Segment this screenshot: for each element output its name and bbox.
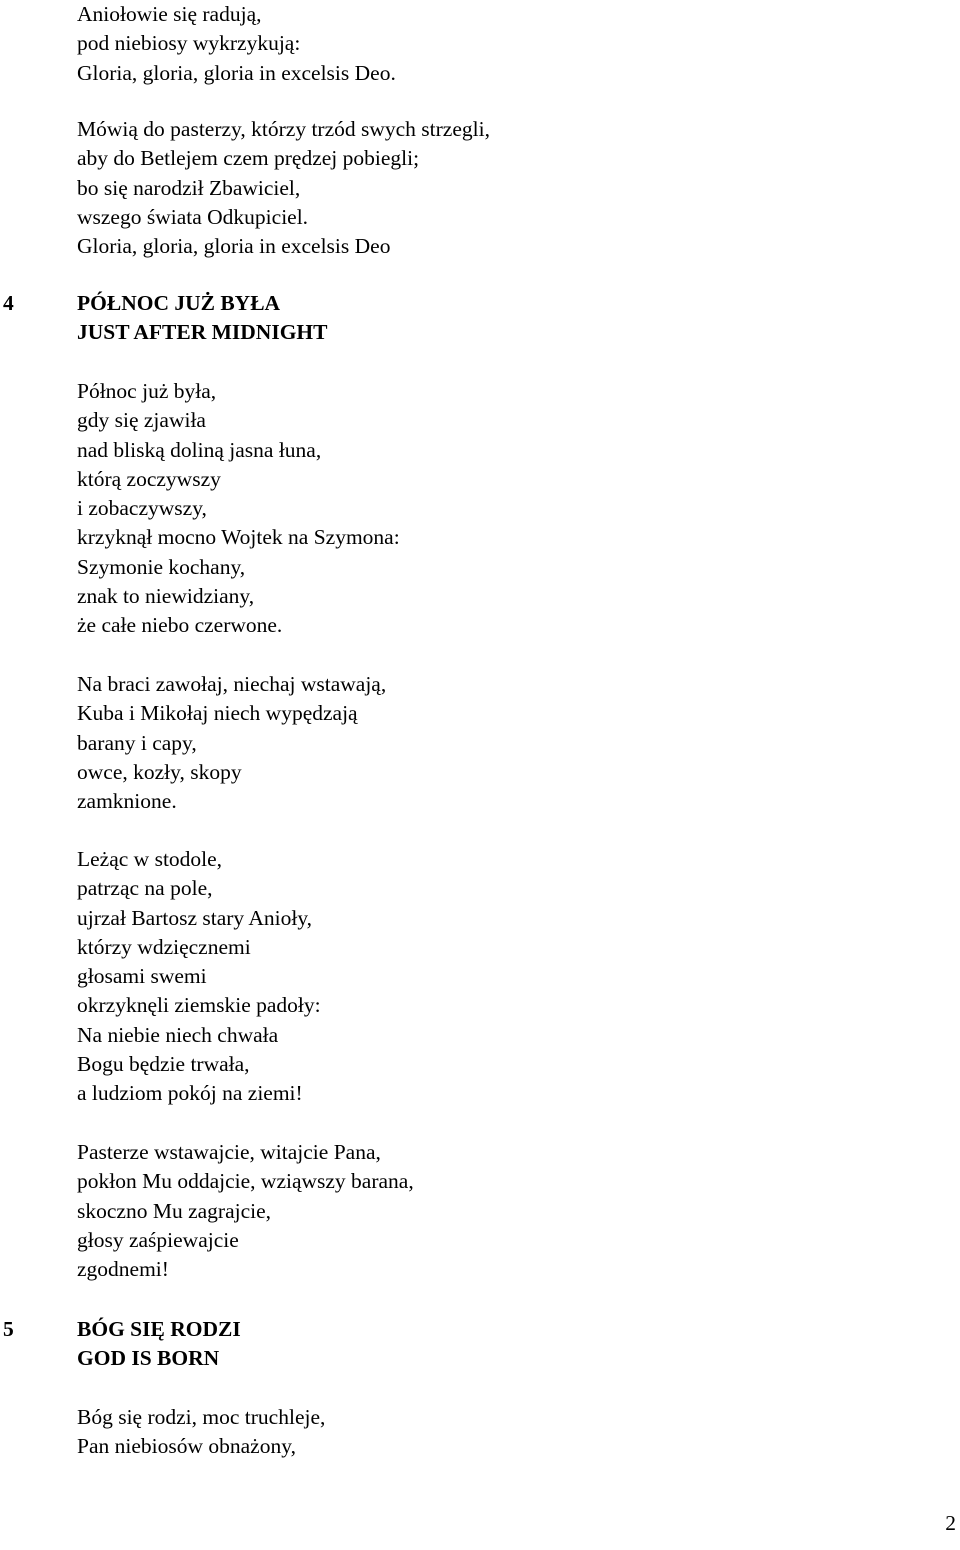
- verse-line: zgodnemi!: [77, 1257, 169, 1282]
- song-4-stanza-1: [77, 377, 400, 641]
- stanza-continuation-2: [77, 115, 490, 261]
- song-4-stanza-2: [77, 670, 386, 816]
- verse-line: Gloria, gloria, gloria in excelsis Deo: [77, 234, 391, 259]
- verse-line: barany i capy,: [77, 730, 197, 755]
- verse-line: Bogu będzie trwała,: [77, 1052, 250, 1077]
- verse-line: Pan niebiosów obnażony,: [77, 1434, 296, 1459]
- verse-line: nad bliską doliną jasna łuna,: [77, 437, 322, 462]
- verse-line: Aniołowie się radują,: [77, 2, 262, 26]
- verse-line: że całe niebo czerwone.: [77, 613, 283, 638]
- verse-line: Szymonie kochany,: [77, 554, 246, 579]
- song-titles: [77, 1315, 241, 1374]
- song-number: 5: [3, 1317, 14, 1341]
- verse-line: aby do Betlejem czem prędzej pobiegli;: [77, 146, 420, 171]
- verse-line: Bóg się rodzi, moc truchleje,: [77, 1405, 326, 1429]
- stanza-continuation-1: [77, 0, 396, 88]
- verse-line: Mówią do pasterzy, którzy trzód swych strzegli,: [77, 117, 490, 141]
- verse-line: którą zoczywszy: [77, 466, 221, 491]
- verse-line: krzyknął mocno Wojtek na Szymona:: [77, 525, 400, 550]
- verse-line: Gloria, gloria, gloria in excelsis Deo.: [77, 60, 396, 85]
- song-number: 4: [3, 291, 14, 315]
- verse-line: którzy wdzięcznemi: [77, 934, 251, 959]
- verse-line: wszego świata Odkupiciel.: [77, 204, 309, 229]
- verse-line: Na niebie niech chwała: [77, 1022, 279, 1047]
- verse-line: głosami swemi: [77, 964, 207, 989]
- verse-line: skoczno Mu zagrajcie,: [77, 1198, 272, 1223]
- verse-line: Pasterze wstawajcie, witajcie Pana,: [77, 1140, 381, 1164]
- verse-line: znak to niewidziany,: [77, 584, 255, 609]
- song-title-english: JUST AFTER MIDNIGHT: [77, 320, 328, 345]
- verse-line: Na braci zawołaj, niechaj wstawają,: [77, 672, 387, 696]
- verse-line: patrząc na pole,: [77, 876, 213, 901]
- page-number: 2: [945, 1511, 956, 1535]
- verse-line: pod niebiosy wykrzykują:: [77, 31, 301, 56]
- verse-line: Północ już była,: [77, 379, 217, 403]
- verse-line: głosy zaśpiewajcie: [77, 1227, 239, 1252]
- verse-line: pokłon Mu oddajcie, wziąwszy barana,: [77, 1169, 414, 1194]
- verse-line: Leżąc w stodole,: [77, 847, 223, 871]
- verse-line: bo się narodził Zbawiciel,: [77, 175, 301, 200]
- verse-line: a ludziom pokój na ziemi!: [77, 1081, 303, 1106]
- verse-line: gdy się zjawiła: [77, 408, 206, 433]
- song-title-polish: PÓŁNOC JUŻ BYŁA: [77, 291, 281, 315]
- verse-line: i zobaczywszy,: [77, 496, 207, 521]
- song-title-english: GOD IS BORN: [77, 1346, 220, 1371]
- song-title-polish: BÓG SIĘ RODZI: [77, 1317, 241, 1341]
- song-4-stanza-4: [77, 1138, 414, 1284]
- verse-line: ujrzał Bartosz stary Anioły,: [77, 905, 313, 930]
- verse-line: okrzyknęli ziemskie padoły:: [77, 993, 321, 1018]
- song-5-stanza-1: [77, 1403, 325, 1462]
- verse-line: Kuba i Mikołaj niech wypędzają: [77, 701, 358, 726]
- song-4-stanza-3: [77, 845, 321, 1109]
- verse-line: zamknione.: [77, 789, 177, 814]
- song-titles: [77, 289, 327, 348]
- verse-line: owce, kozły, skopy: [77, 759, 242, 784]
